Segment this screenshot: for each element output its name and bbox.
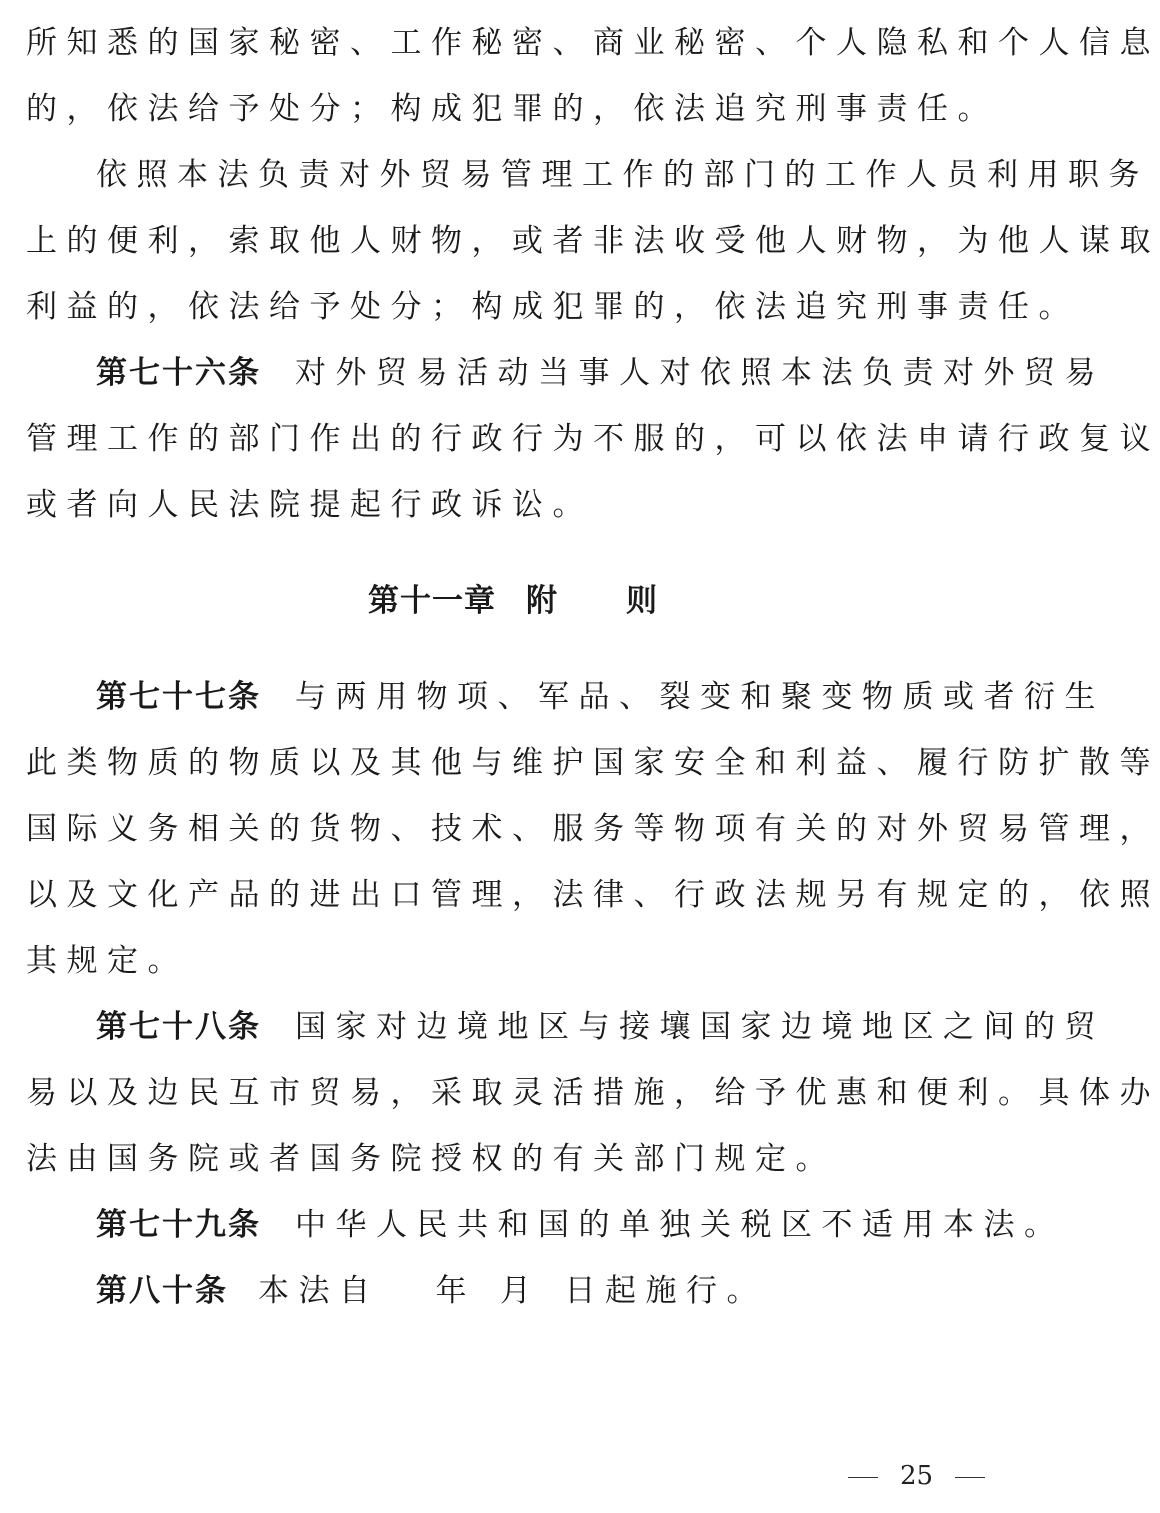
chapter-title-part: 则 bbox=[626, 583, 658, 619]
page-number-dash-right bbox=[955, 1477, 985, 1478]
page-number bbox=[848, 1456, 985, 1496]
body-line: 利益的，依法给予处分；构成犯罪的，依法追究刑事责任。 bbox=[26, 289, 1079, 325]
article-text: 国家对边境地区与接壤国家边境地区之间的贸 bbox=[295, 1009, 1105, 1045]
article-label: 第七十九条 bbox=[96, 1207, 261, 1243]
body-line: 管理工作的部门作出的行政行为不服的，可以依法申请行政复议 bbox=[26, 421, 1160, 457]
article-text: 本法自 bbox=[258, 1273, 380, 1309]
chapter-heading bbox=[26, 568, 1000, 634]
chapter-number: 第十一章 bbox=[368, 583, 496, 619]
body-line: 的，依法给予处分；构成犯罪的，依法追究刑事责任。 bbox=[26, 91, 998, 127]
article-80 bbox=[26, 1258, 1000, 1324]
document-page bbox=[26, 10, 1160, 1324]
article-text: 对外贸易活动当事人对依照本法负责对外贸易 bbox=[295, 355, 1105, 391]
date-day-label: 日起施行。 bbox=[564, 1273, 767, 1309]
body-line: 上的便利，索取他人财物，或者非法收受他人财物，为他人谋取 bbox=[26, 223, 1160, 259]
body-line: 易以及边民互市贸易，采取灵活措施，给予优惠和便利。具体办 bbox=[26, 1075, 1160, 1111]
body-line: 或者向人民法院提起行政诉讼。 bbox=[26, 487, 593, 523]
article-label: 第七十八条 bbox=[96, 1009, 261, 1045]
body-line: 所知悉的国家秘密、工作秘密、商业秘密、个人隐私和个人信息 bbox=[26, 25, 1160, 61]
article-label: 第七十七条 bbox=[96, 679, 261, 715]
article-text: 与两用物项、军品、裂变和聚变物质或者衍生 bbox=[295, 679, 1105, 715]
chapter-title-part: 附 bbox=[526, 583, 558, 619]
body-line: 法由国务院或者国务院授权的有关部门规定。 bbox=[26, 1141, 836, 1177]
date-year-label: 年 bbox=[435, 1273, 476, 1309]
article-78 bbox=[26, 994, 1105, 1060]
body-line: 其规定。 bbox=[26, 943, 188, 979]
page-number-dash-left bbox=[848, 1477, 878, 1478]
article-76 bbox=[26, 340, 1105, 406]
body-line: 以及文化产品的进出口管理，法律、行政法规另有规定的，依照 bbox=[26, 877, 1160, 913]
body-line: 依照本法负责对外贸易管理工作的部门的工作人员利用职务 bbox=[96, 157, 1149, 193]
body-line: 国际义务相关的货物、技术、服务等物项有关的对外贸易管理， bbox=[26, 811, 1160, 847]
article-text: 中华人民共和国的单独关税区不适用本法。 bbox=[295, 1207, 1065, 1243]
article-label: 第七十六条 bbox=[96, 355, 261, 391]
date-month-label: 月 bbox=[500, 1273, 541, 1309]
page-number-value: 25 bbox=[900, 1461, 934, 1491]
article-label: 第八十条 bbox=[96, 1273, 228, 1309]
article-79 bbox=[26, 1192, 1065, 1258]
body-line: 此类物质的物质以及其他与维护国家安全和利益、履行防扩散等 bbox=[26, 745, 1160, 781]
article-77 bbox=[26, 664, 1105, 730]
